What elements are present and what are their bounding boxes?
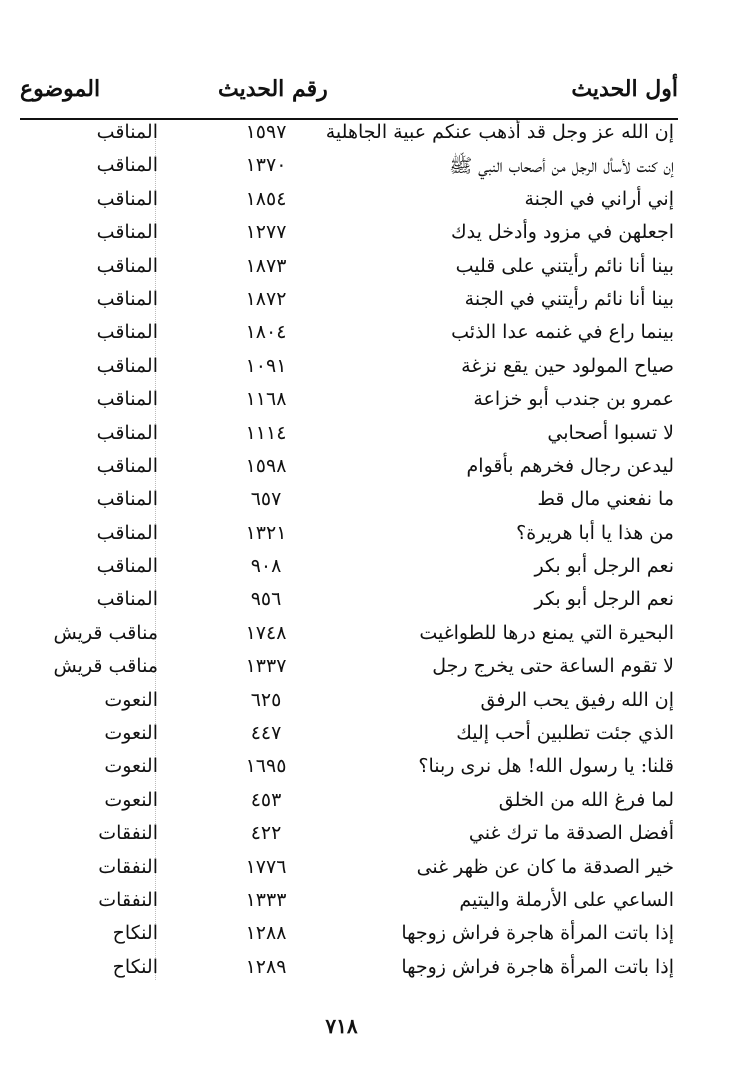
table-row: [20, 384, 678, 417]
row-first-words: بينا أنا نائم رأيتني على قليب: [455, 254, 674, 277]
row-hadith-number: ١٢٨٩: [245, 955, 287, 978]
table-header: [20, 76, 678, 116]
row-topic: النفقات: [98, 888, 158, 911]
row-hadith-number: ١٨٥٤: [245, 187, 287, 210]
row-topic: النعوت: [104, 755, 158, 778]
page-number: ٧١٨: [325, 1014, 358, 1038]
row-hadith-number: ١٧٤٨: [245, 621, 287, 644]
row-hadith-number: ١٦٩٥: [245, 755, 287, 778]
row-topic: مناقب قريش: [53, 655, 158, 678]
table-row: [20, 651, 678, 684]
row-hadith-number: ١٣٣٣: [245, 888, 287, 911]
row-topic: المناقب: [96, 321, 158, 344]
row-topic: النعوت: [104, 722, 158, 745]
row-first-words: لا تسبوا أصحابي: [547, 421, 674, 444]
row-topic: المناقب: [96, 254, 158, 277]
row-hadith-number: ١٠٩١: [245, 354, 287, 377]
row-first-words: إذا باتت المرأة هاجرة فراش زوجها: [401, 922, 674, 945]
row-topic: النعوت: [104, 688, 158, 711]
row-hadith-number: ٩٥٦: [250, 588, 282, 611]
table-row: [20, 852, 678, 885]
row-first-words: بينما راع في غنمه عدا الذئب: [451, 321, 674, 344]
header-first-words: أول الحديث: [571, 76, 678, 102]
row-hadith-number: ١١١٤: [245, 421, 287, 444]
row-hadith-number: ١٣٣٧: [245, 655, 287, 678]
table-row: [20, 451, 678, 484]
row-hadith-number: ٦٢٥: [250, 688, 282, 711]
table-row: [20, 885, 678, 918]
row-first-words: صياح المولود حين يقع نزغة: [461, 354, 674, 377]
table-row: [20, 351, 678, 384]
row-hadith-number: ١٧٧٦: [245, 855, 287, 878]
row-first-words: اجعلهن في مزود وأدخل يدك: [450, 221, 674, 244]
row-topic: المناقب: [96, 488, 158, 511]
row-topic: المناقب: [96, 354, 158, 377]
row-topic: النكاح: [112, 955, 158, 978]
row-hadith-number: ١١٦٨: [245, 388, 287, 411]
row-first-words: إني أراني في الجنة: [524, 187, 674, 210]
row-topic: النعوت: [104, 788, 158, 811]
row-topic: النفقات: [98, 855, 158, 878]
row-first-words: ما نفعني مال قط: [537, 488, 674, 511]
row-topic: المناقب: [96, 421, 158, 444]
row-first-words: إذا باتت المرأة هاجرة فراش زوجها: [401, 955, 674, 978]
table-row: [20, 217, 678, 250]
row-first-words: الساعي على الأرملة واليتيم: [459, 888, 674, 911]
row-first-words: من هذا يا أبا هريرة؟: [516, 521, 674, 544]
row-topic: المناقب: [96, 154, 158, 177]
row-first-words: أفضل الصدقة ما ترك غني: [468, 822, 674, 845]
table-row: [20, 284, 678, 317]
row-first-words: عمرو بن جندب أبو خزاعة: [473, 388, 674, 411]
row-hadith-number: ٤٥٣: [250, 788, 282, 811]
row-first-words: الذي جئت تطلبين أحب إليك: [456, 722, 674, 745]
row-first-words: إن الله رفيق يحب الرفق: [480, 688, 674, 711]
row-topic: المناقب: [96, 287, 158, 310]
table-row: [20, 251, 678, 284]
row-first-words: ليدعن رجال فخرهم بأقوام: [466, 454, 674, 477]
row-topic: المناقب: [96, 121, 158, 143]
row-hadith-number: ٩٠٨: [250, 555, 282, 578]
row-first-words: البحيرة التي يمنع درها للطواغيت: [419, 621, 674, 644]
row-topic: المناقب: [96, 588, 158, 611]
row-hadith-number: ١٢٨٨: [245, 922, 287, 945]
row-hadith-number: ٦٥٧: [250, 488, 282, 511]
row-hadith-number: ١٨٧٣: [245, 254, 287, 277]
row-hadith-number: ١٨٧٢: [245, 287, 287, 310]
row-topic: المناقب: [96, 521, 158, 544]
row-first-words: إن كنت لأسأل الرجل من أصحاب النبي ﷺ: [449, 155, 674, 178]
table-row: [20, 785, 678, 818]
row-first-words: نعم الرجل أبو بكر: [534, 588, 674, 611]
row-hadith-number: ٤٢٢: [250, 822, 282, 845]
row-topic: النكاح: [112, 922, 158, 945]
row-hadith-number: ١٢٧٧: [245, 221, 287, 244]
table-row: [20, 484, 678, 517]
row-first-words: لا تقوم الساعة حتى يخرج رجل: [432, 655, 674, 678]
row-first-words: إن الله عز وجل قد أذهب عنكم عبية الجاهلية: [325, 121, 674, 143]
row-topic: المناقب: [96, 555, 158, 578]
row-hadith-number: ١٥٩٧: [245, 121, 287, 143]
table-row: [20, 418, 678, 451]
row-first-words: نعم الرجل أبو بكر: [534, 555, 674, 578]
row-topic: المناقب: [96, 454, 158, 477]
row-hadith-number: ١٣٢١: [245, 521, 287, 544]
row-hadith-number: ١٨٠٤: [245, 321, 287, 344]
table-row: [20, 317, 678, 350]
row-topic: المناقب: [96, 388, 158, 411]
table-row: [20, 818, 678, 851]
header-hadith-number: رقم الحديث: [218, 76, 328, 102]
row-hadith-number: ٤٤٧: [250, 722, 282, 745]
table-row: [20, 150, 678, 183]
row-topic: مناقب قريش: [53, 621, 158, 644]
row-hadith-number: ١٣٧٠: [245, 154, 287, 177]
table-row: [20, 918, 678, 951]
row-hadith-number: ١٥٩٨: [245, 454, 287, 477]
row-first-words: لما فرغ الله من الخلق: [498, 788, 674, 811]
row-first-words: قلنا: يا رسول الله! هل نرى ربنا؟: [418, 755, 674, 778]
table-row: [20, 518, 678, 551]
row-first-words: خير الصدقة ما كان عن ظهر غنى: [416, 855, 674, 878]
row-topic: النفقات: [98, 822, 158, 845]
table-row: [20, 184, 678, 217]
row-topic: المناقب: [96, 221, 158, 244]
table-row: [20, 551, 678, 584]
header-topic: الموضوع: [20, 76, 101, 102]
table-row: [20, 117, 678, 150]
row-first-words: بينا أنا نائم رأيتني في الجنة: [464, 287, 674, 310]
table-row: [20, 618, 678, 651]
table-row: [20, 584, 678, 617]
table-row: [20, 718, 678, 751]
table-row: [20, 685, 678, 718]
table-row: [20, 952, 678, 985]
table-row: [20, 751, 678, 784]
index-table: [20, 117, 678, 985]
row-topic: المناقب: [96, 187, 158, 210]
